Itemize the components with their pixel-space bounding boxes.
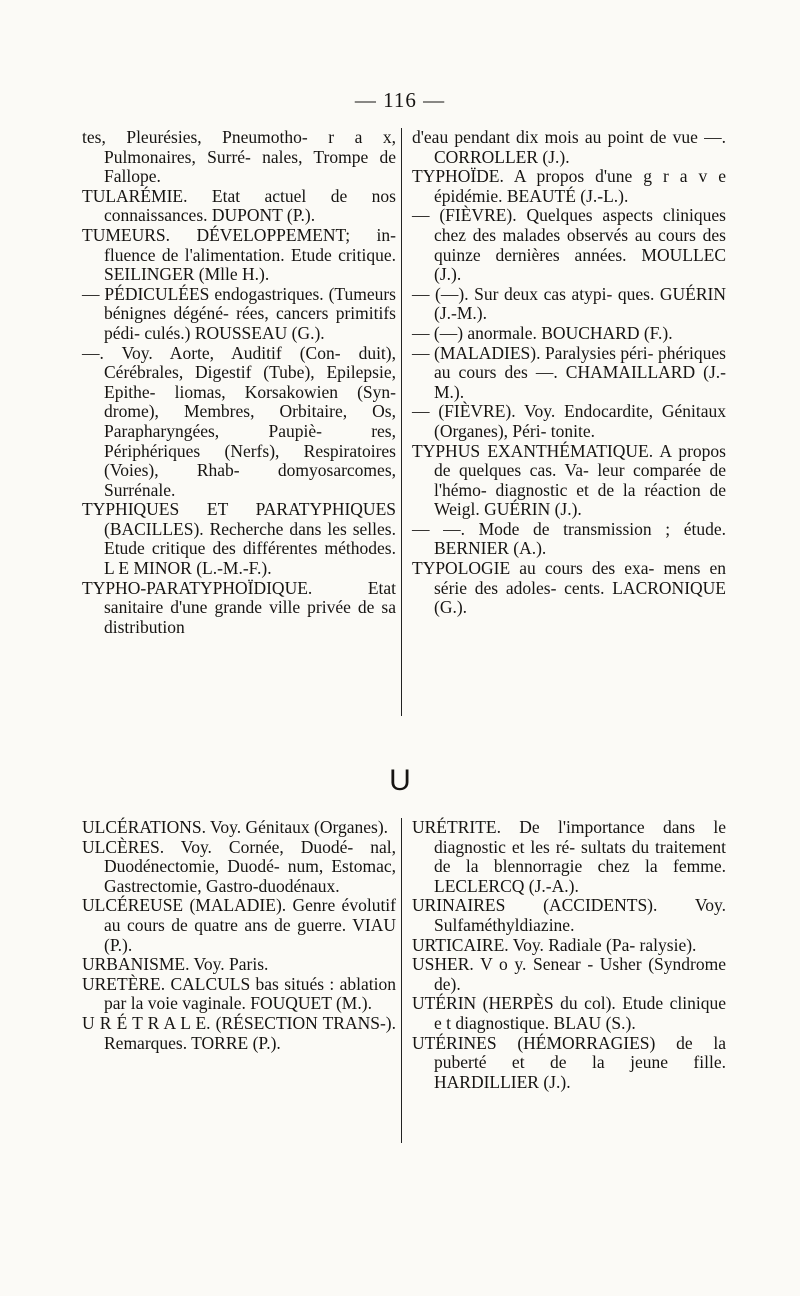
index-entry: TYPHUS EXANTHÉMATIQUE. A propos de quelques cas. Va- leur comparée de l'hémo- diagnostic et de la réaction de Weigl. GUÉRIN (J.). — [412, 440, 726, 520]
index-entry: — —. Mode de transmission ; étude. BERNIER (A.). — [412, 518, 726, 559]
index-entry: tes, Pleurésies, Pneumotho- r a x, Pulmonaires, Surré- nales, Trompe de Fallope. — [82, 127, 396, 187]
index-entry: — (MALADIES). Paralysies péri- phériques au cours des —. CHAMAILLARD (J.-M.). — [412, 342, 726, 402]
index-entry: TYPHO-PARATYPHOÏDIQUE. Etat sanitaire d'une grande ville privée de sa distribution — [82, 577, 396, 637]
page-number: — 116 — — [354, 88, 446, 112]
index-entry: URETÈRE. CALCULS bas situés : ablation par la voie vaginale. FOUQUET (M.). — [82, 973, 396, 1014]
index-entry: URTICAIRE. Voy. Radiale (Pa- ralysie). — [412, 934, 697, 955]
section-t-entries — [82, 127, 726, 716]
index-entry: ULCÉRATIONS. Voy. Génitaux (Organes). — [82, 817, 389, 837]
index-entry: —. Voy. Aorte, Auditif (Con- duit), Cérébrales, Digestif (Tube), Epilepsie, Epithe- liomas, Korsakowien (Syn- drome), Membres, Orbitaire, Os, Parapharyngées, Paupiè- res, Périphériques (Nerfs), Respiratoires (Voies), Rhab- domyosarcomes, Surrénale. — [82, 342, 396, 500]
left-column-t — [82, 128, 396, 637]
index-entry: UTÉRIN (HERPÈS du col). Etude clinique e t diagnostique. BLAU (S.). — [412, 993, 726, 1033]
index-entry: URBANISME. Voy. Paris. — [82, 954, 269, 975]
index-entry: ULCÈRES. Voy. Cornée, Duodé- nal, Duodénectomie, Duodé- num, Estomac, Gastrectomie, Gastro-duodénaux. — [82, 836, 396, 896]
column-divider — [401, 818, 402, 1143]
index-entry: ULCÉREUSE (MALADIE). Genre évolutif au cours de quatre ans de guerre. VIAU (P.). — [82, 895, 396, 955]
index-entry: — (—). Sur deux cas atypi- ques. GUÉRIN (J.-M.). — [412, 283, 726, 324]
index-entry: URÉTRITE. De l'importance dans le diagnostic et les ré- sultats du traitement de la blennorragie chez la femme. LECLERCQ (J.-A.). — [412, 817, 726, 896]
index-entry: — (—) anormale. BOUCHARD (F.). — [412, 322, 673, 343]
index-entry: U R É T R A L E. (RÉSECTION TRANS-). Remarques. TORRE (P.). — [82, 1012, 396, 1053]
index-entry: d'eau pendant dix mois au point de vue —. CORROLLER (J.). — [412, 127, 726, 167]
index-entry: — PÉDICULÉES endogastriques. (Tumeurs bénignes dégéné- rées, cancers primitifs pédi- culés.) ROUSSEAU (G.). — [82, 283, 396, 343]
index-entry: TULARÉMIE. Etat actuel de nos connaissances. DUPONT (P.). — [82, 185, 396, 226]
index-entry: TYPOLOGIE au cours des exa- mens en série des adoles- cents. LACRONIQUE (G.). — [412, 558, 726, 618]
index-entry: USHER. V o y. Senear - Usher (Syndrome de). — [412, 954, 726, 994]
letter-heading: U — [389, 764, 411, 797]
left-column-u — [82, 818, 396, 1053]
index-entry: — (FIÈVRE). Quelques aspects cliniques chez des malades observés au cours des quinze dernières années. MOULLEC (J.). — [412, 205, 726, 285]
index-entry: TYPHIQUES ET PARATYPHIQUES (BACILLES). Recherche dans les selles. Etude critique des différentes méthodes. L E MINOR (L.-M.-F.). — [82, 499, 396, 579]
right-column-u — [412, 818, 726, 1092]
section-u-entries — [82, 817, 726, 1143]
column-divider — [401, 128, 402, 716]
index-entry: — (FIÈVRE). Voy. Endocardite, Génitaux (Organes), Péri- tonite. — [412, 401, 726, 441]
index-entry: TYPHOÏDE. A propos d'une g r a v e épidémie. BEAUTÉ (J.-L.). — [412, 166, 726, 206]
index-entry: TUMEURS. DÉVELOPPEMENT; in- fluence de l'alimentation. Etude critique. SEILINGER (Mlle H.). — [82, 224, 396, 285]
index-entry: URINAIRES (ACCIDENTS). Voy. Sulfaméthyldiazine. — [412, 895, 726, 935]
index-entry: UTÉRINES (HÉMORRAGIES) de la puberté et de la jeune fille. HARDILLIER (J.). — [412, 1032, 726, 1092]
right-column-t — [412, 128, 726, 618]
